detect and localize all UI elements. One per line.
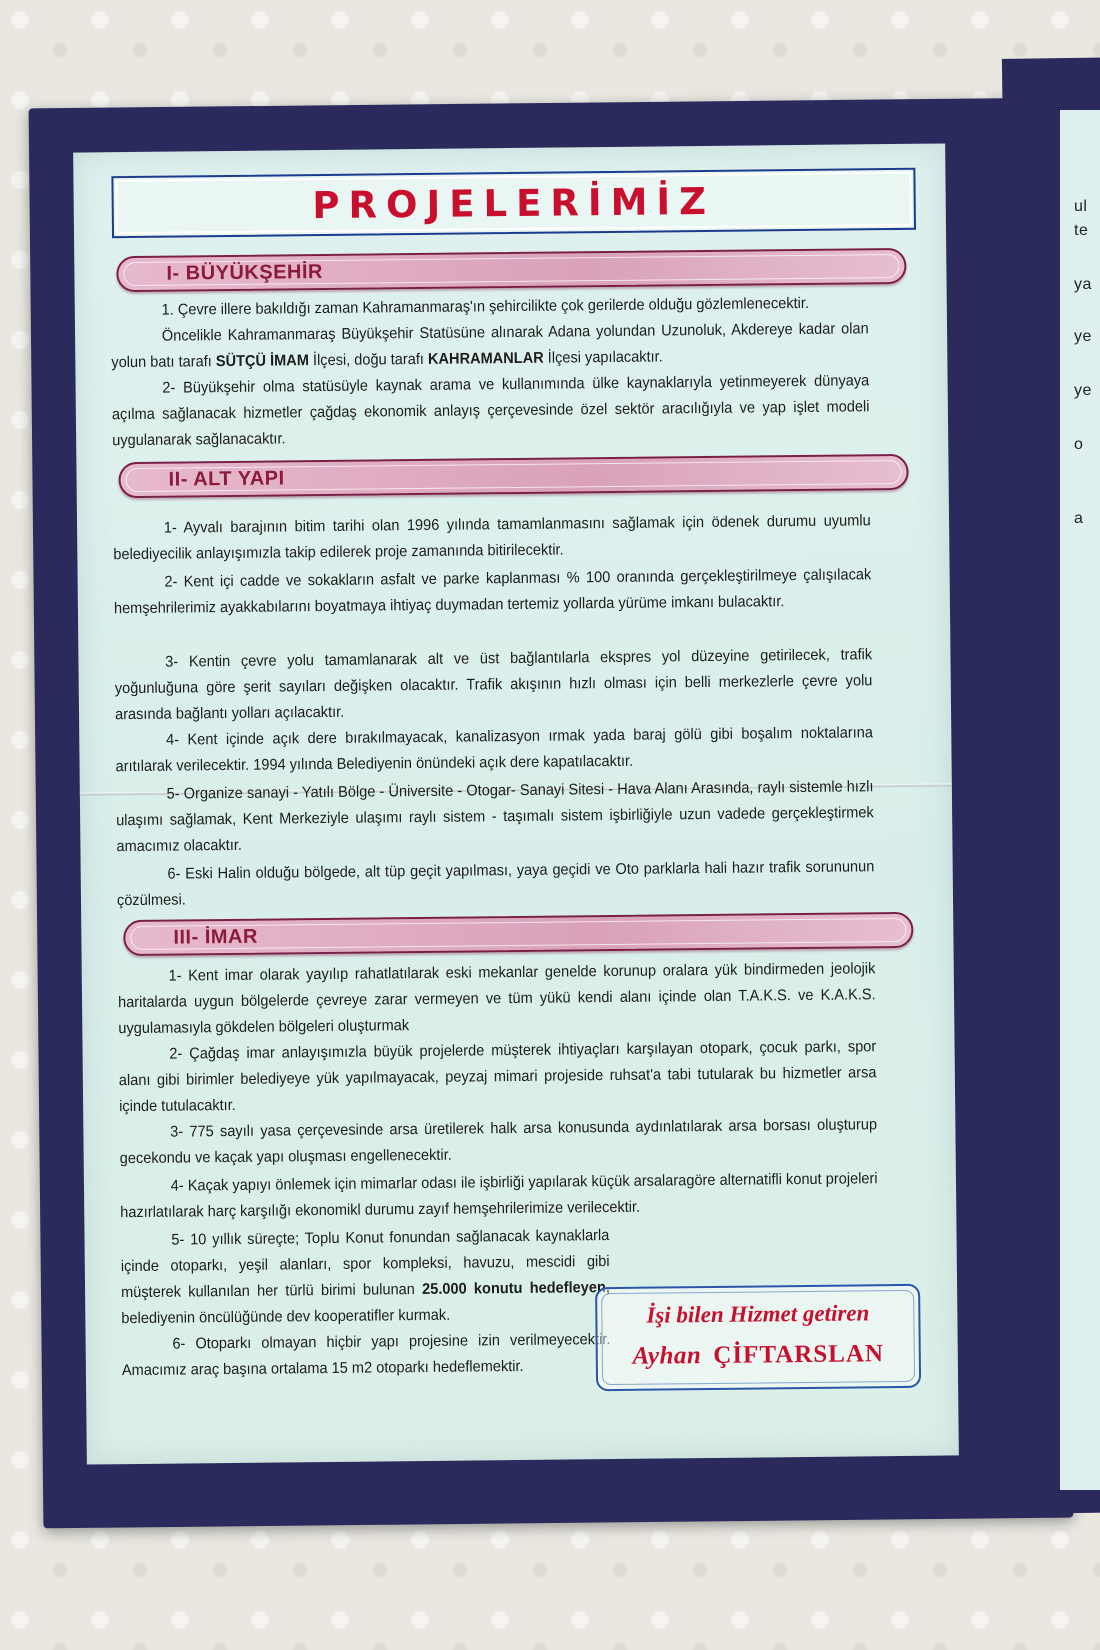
text-run: 6- Otoparkı olmayan hiçbir yapı projesine izin verilmeyecektir. Amacımız araç başına ortalama 15 m2 otoparkı hedeflemektir. bbox=[121, 1331, 611, 1380]
paragraph bbox=[113, 508, 871, 568]
paragraph bbox=[119, 1112, 877, 1172]
text-run: 2- Büyükşehir olma statüsüyle kaynak arama ve kullanımında ülke kaynaklarıyla yetinmeyerek dünyaya açılma sağlanacak hizmetler çağdaş ekonomik anlayış çerçevesinde özel sektör aracılığıyla ve yap işlet modeli uygulanarak sağlanacaktır. bbox=[111, 372, 870, 450]
paragraph bbox=[115, 720, 873, 780]
text-run: 1. Çevre illere bakıldığı zaman Kahramanmaraş'ın şehircilikte çok gerilerde olduğu gözlemlenecektir. bbox=[161, 294, 810, 319]
section-heading: II- ALT YAPI bbox=[168, 467, 285, 491]
page-title: PROJELERİMİZ bbox=[312, 179, 716, 227]
adjacent-page-fragment: a bbox=[1074, 510, 1084, 527]
adjacent-page-fragment: ul bbox=[1074, 198, 1088, 215]
paragraph bbox=[120, 1223, 610, 1332]
text-run: Öncelikle Kahramanmaraş Büyükşehir Statüsüne alınarak Adana yolundan Uzunoluk, Akdereye kadar olan yolun batı tarafı bbox=[111, 320, 869, 372]
text-run: 2- Kent içi cadde ve sokakların asfalt ve parke kaplanması % 100 oranında gerçekleştirilmeye çalışılacak hemşehrilerimiz ayakkabılarını boyatmaya ihtiyaç duymadan tertemiz yollarda yürüme imkanı bulacaktır. bbox=[113, 566, 872, 618]
paragraph bbox=[111, 368, 869, 454]
paragraph bbox=[114, 562, 872, 622]
text-run: 3- Kentin çevre yolu tamamlanarak alt ve üst bağlantılarla ekspres yol düzeyine getirilecek, trafik yoğunluğuna göre şerit sayıları değişken olacaktır. Trafik akışının hızlı olması için belli merkezlerle çevre yolu arasında bağlantı yolları açılacaktır. bbox=[114, 646, 873, 724]
paragraph bbox=[116, 774, 874, 860]
text-run: 1- Ayvalı barajının bitim tarihi olan 1996 yılında tamamlanmasını sağlamak için ödenek durumu uyumlu belediyecilik anlayışımızla takip edilerek proje zamanında bitirilecektir. bbox=[113, 512, 871, 564]
signature-first-name: Ayhan bbox=[632, 1342, 702, 1370]
leaflet-page bbox=[73, 143, 959, 1464]
text-run: 6- Eski Halin olduğu bölgede, alt tüp geçit yapılması, yaya geçidi ve Oto parklarla hali hazır trafik sorununun çözülmesi. bbox=[116, 858, 875, 910]
text-run: belediyenin öncülüğünde dev kooperatifler kurmak. bbox=[121, 1306, 451, 1328]
adjacent-page-fragment: o bbox=[1074, 436, 1084, 453]
title-frame bbox=[111, 168, 916, 238]
adjacent-page-fragment: ya bbox=[1074, 276, 1092, 293]
signature-box bbox=[595, 1284, 921, 1391]
text-run: 5- Organize sanayi - Yatılı Bölge - Üniversite - Otogar- Sanayi Sitesi - Hava Alanı Arasında, raylı sistemle hızlı ulaşımı sağlamak, Kent Merkeziyle ulaşımı raylı sistem - taşımalı sistem işbirliğiyle uzun vadede gerçekleştirmek amacımız olacaktır. bbox=[116, 778, 874, 856]
adjacent-page-fragment: te bbox=[1074, 222, 1089, 239]
paragraph bbox=[118, 956, 876, 1042]
bold-text: SÜTÇÜ İMAM bbox=[215, 352, 310, 371]
paragraph bbox=[117, 854, 875, 914]
text-run: 5- 10 yıllık süreçte; Toplu Konut fonundan sağlanacak kaynaklarla içinde otoparkı, yeşil alanları, spor kompleksi, havuzu, mescidi gibi müşterek kullanılan her türlü birimi bulunan bbox=[120, 1227, 610, 1302]
bold-text: KAHRAMANLAR bbox=[427, 349, 544, 368]
section-heading: III- İMAR bbox=[173, 925, 258, 949]
paragraph bbox=[118, 1034, 876, 1120]
text-run: İlçesi yapılacaktır. bbox=[543, 348, 663, 367]
adjacent-page bbox=[1060, 110, 1100, 1490]
paragraph bbox=[114, 642, 872, 728]
bold-text: 25.000 konutu hedefleyen, bbox=[421, 1279, 610, 1299]
text-run: 2- Çağdaş imar anlayışımızla büyük projelerde müşterek ihtiyaçları karşılayan otopark, çocuk parkı, spor alanı gibi birimler belediyeye yük yapılmayacak, peyzaj mimari projeside ruhsat'a tabi tutularak bu hizmetler arsa içinde tutulacaktır. bbox=[118, 1038, 877, 1116]
signature-slogan: İşi bilen Hizmet getiren bbox=[646, 1300, 870, 1328]
text-run: 4- Kent içinde açık dere bırakılmayacak, kanalizasyon ırmak yada baraj gölü gibi boşalım noktalarına arıtılarak verilecektir. 1994 yılında Belediyenin önündeki açık dere kapatılacaktır. bbox=[115, 724, 874, 776]
text-run: 4- Kaçak yapıyı önlemek için mimarlar odası ile işbirliği yapılarak küçük arsalaragöre alternatifli konut projeleri hazırlatılarak harç karşılığı ekonomikl durumu zayıf hemşehrilerimize verilecektir. bbox=[120, 1170, 878, 1222]
paragraph bbox=[122, 1327, 611, 1384]
signature-name bbox=[598, 1340, 919, 1371]
paragraph bbox=[120, 1166, 878, 1226]
section-heading-bar bbox=[118, 454, 908, 498]
paragraph bbox=[111, 316, 869, 376]
text-run: 1- Kent imar olarak yayılıp rahatlatılarak eski mekanlar genelde korunup oralara yük bindirmeden jeolojik haritalarda uygun bölgelerde çevreye zarar vermeyen ve tüm yükü kendi alanı içinde olan T.A.K.S. ve K.A.K.S. uygulamasıyla gökdelen bölgeleri oluşturmak bbox=[117, 960, 876, 1038]
section-heading-bar bbox=[116, 248, 906, 292]
text-run: İlçesi, doğu tarafı bbox=[308, 350, 429, 370]
adjacent-page-fragment: ye bbox=[1074, 382, 1092, 399]
section-heading-bar bbox=[123, 912, 913, 956]
signature-surname: ÇİFTARSLAN bbox=[713, 1340, 885, 1369]
section-heading: I- BÜYÜKŞEHİR bbox=[166, 260, 324, 285]
adjacent-page-fragment: ye bbox=[1074, 328, 1092, 345]
text-run: 3- 775 sayılı yasa çerçevesinde arsa üretilerek halk arsa konusunda aydınlatılarak arsa borsası oluşturup gecekondu ve kaçak yapı oluşması engellenecektir. bbox=[119, 1116, 878, 1168]
